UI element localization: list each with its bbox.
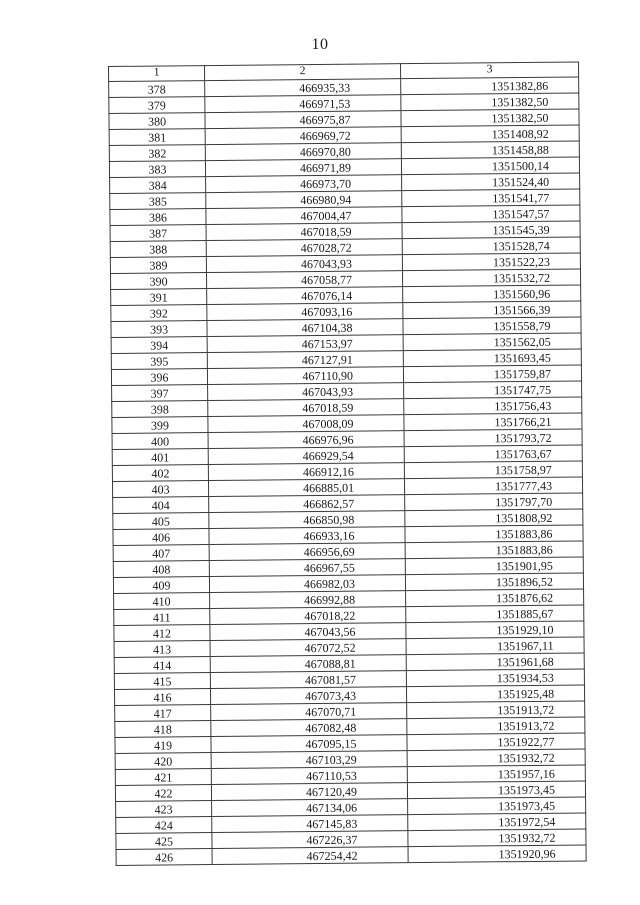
y-coordinate-cell: 1351562,05: [403, 333, 581, 351]
point-number-cell: 413: [114, 641, 210, 658]
y-coordinate-cell: 1351545,39: [402, 221, 580, 239]
point-number-cell: 419: [115, 737, 211, 754]
point-number-cell: 381: [109, 129, 205, 146]
point-number-cell: 415: [114, 673, 210, 690]
y-coordinate-cell: 1351382,50: [401, 109, 579, 127]
y-coordinate-cell: 1351759,87: [403, 365, 581, 383]
x-coordinate-cell: 467028,72: [206, 239, 402, 257]
x-coordinate-cell: 467134,06: [212, 799, 408, 817]
y-coordinate-cell: 1351524,40: [402, 173, 580, 191]
point-number-cell: 420: [115, 753, 211, 770]
point-number-cell: 396: [111, 369, 207, 386]
y-coordinate-cell: 1351883,86: [405, 525, 583, 543]
x-coordinate-cell: 466885,01: [208, 479, 404, 497]
point-number-cell: 379: [109, 97, 205, 114]
x-coordinate-cell: 467153,97: [207, 335, 403, 353]
point-number-cell: 390: [110, 273, 206, 290]
y-coordinate-cell: 1351896,52: [405, 573, 583, 591]
point-number-cell: 399: [112, 417, 208, 434]
x-coordinate-cell: 467110,90: [207, 367, 403, 385]
point-number-cell: 392: [111, 305, 207, 322]
x-coordinate-cell: 466933,16: [209, 527, 405, 545]
y-coordinate-cell: 1351934,53: [406, 669, 584, 687]
x-coordinate-cell: 466971,53: [205, 95, 401, 113]
x-coordinate-cell: 467127,91: [207, 351, 403, 369]
y-coordinate-cell: 1351408,92: [401, 125, 579, 143]
point-number-cell: 395: [111, 353, 207, 370]
y-coordinate-cell: 1351766,21: [404, 413, 582, 431]
y-coordinate-cell: 1351758,97: [404, 461, 582, 479]
y-coordinate-cell: 1351566,39: [403, 301, 581, 319]
x-coordinate-cell: 466971,89: [205, 159, 401, 177]
point-number-cell: 423: [116, 801, 212, 818]
x-coordinate-cell: 467018,59: [208, 399, 404, 417]
x-coordinate-cell: 467110,53: [211, 767, 407, 785]
y-coordinate-cell: 1351560,96: [403, 285, 581, 303]
y-coordinate-cell: 1351797,70: [405, 493, 583, 511]
page-number: 10: [311, 36, 329, 53]
x-coordinate-cell: 467095,15: [211, 735, 407, 753]
point-number-cell: 426: [116, 849, 212, 866]
point-number-cell: 422: [115, 785, 211, 802]
x-coordinate-cell: 467018,22: [210, 607, 406, 625]
y-coordinate-cell: 1351957,16: [407, 765, 585, 783]
y-coordinate-cell: 1351763,67: [404, 445, 582, 463]
y-coordinate-cell: 1351382,50: [401, 93, 579, 111]
point-number-cell: 391: [111, 289, 207, 306]
x-coordinate-cell: 466970,80: [205, 143, 401, 161]
point-number-cell: 401: [112, 449, 208, 466]
point-number-cell: 387: [110, 225, 206, 242]
y-coordinate-cell: 1351876,62: [406, 589, 584, 607]
x-coordinate-cell: 467254,42: [212, 847, 408, 865]
y-coordinate-cell: 1351747,75: [404, 381, 582, 399]
point-number-cell: 384: [110, 177, 206, 194]
x-coordinate-cell: 466982,03: [209, 575, 405, 593]
point-number-cell: 397: [112, 385, 208, 402]
y-coordinate-cell: 1351973,45: [408, 797, 586, 815]
point-number-cell: 418: [115, 721, 211, 738]
point-number-cell: 393: [111, 321, 207, 338]
x-coordinate-cell: 467072,52: [210, 639, 406, 657]
y-coordinate-cell: 1351558,79: [403, 317, 581, 335]
point-number-cell: 424: [116, 817, 212, 834]
point-number-cell: 421: [115, 769, 211, 786]
point-number-cell: 382: [109, 145, 205, 162]
point-number-cell: 407: [113, 545, 209, 562]
point-number-cell: 406: [113, 529, 209, 546]
y-coordinate-cell: 1351808,92: [405, 509, 583, 527]
y-coordinate-cell: 1351913,72: [407, 701, 585, 719]
point-number-cell: 410: [114, 593, 210, 610]
point-number-cell: 405: [113, 513, 209, 530]
x-coordinate-cell: 467120,49: [211, 783, 407, 801]
x-coordinate-cell: 467008,09: [208, 415, 404, 433]
point-number-cell: 416: [114, 689, 210, 706]
x-coordinate-cell: 466973,70: [206, 175, 402, 193]
point-number-cell: 383: [109, 161, 205, 178]
point-number-cell: 409: [113, 577, 209, 594]
x-coordinate-cell: 467043,93: [208, 383, 404, 401]
y-coordinate-cell: 1351382,86: [401, 77, 579, 95]
point-number-cell: 389: [110, 257, 206, 274]
y-coordinate-cell: 1351777,43: [404, 477, 582, 495]
column-header-1: 1: [109, 66, 205, 82]
x-coordinate-cell: 467093,16: [207, 303, 403, 321]
y-coordinate-cell: 1351967,11: [406, 637, 584, 655]
x-coordinate-cell: 466980,94: [206, 191, 402, 209]
x-coordinate-cell: 466956,69: [209, 543, 405, 561]
y-coordinate-cell: 1351547,57: [402, 205, 580, 223]
point-number-cell: 404: [113, 497, 209, 514]
point-number-cell: 388: [110, 241, 206, 258]
y-coordinate-cell: 1351528,74: [402, 237, 580, 255]
point-number-cell: 386: [110, 209, 206, 226]
y-coordinate-cell: 1351961,68: [406, 653, 584, 671]
x-coordinate-cell: 466969,72: [205, 127, 401, 145]
x-coordinate-cell: 467081,57: [210, 671, 406, 689]
y-coordinate-cell: 1351929,10: [406, 621, 584, 639]
y-coordinate-cell: 1351693,45: [403, 349, 581, 367]
x-coordinate-cell: 466912,16: [208, 463, 404, 481]
x-coordinate-cell: 467018,59: [206, 223, 402, 241]
x-coordinate-cell: 467073,43: [210, 687, 406, 705]
point-number-cell: 378: [109, 81, 205, 98]
y-coordinate-cell: 1351756,43: [404, 397, 582, 415]
point-number-cell: 380: [109, 113, 205, 130]
x-coordinate-cell: 467226,37: [212, 831, 408, 849]
point-number-cell: 411: [114, 609, 210, 626]
table-body: [109, 62, 587, 865]
x-coordinate-cell: 467043,93: [206, 255, 402, 273]
y-coordinate-cell: 1351500,14: [401, 157, 579, 175]
y-coordinate-cell: 1351532,72: [402, 269, 580, 287]
x-coordinate-cell: 466976,96: [208, 431, 404, 449]
y-coordinate-cell: 1351972,54: [408, 813, 586, 831]
y-coordinate-cell: 1351883,86: [405, 541, 583, 559]
point-number-cell: 400: [112, 433, 208, 450]
y-coordinate-cell: 1351973,45: [407, 781, 585, 799]
x-coordinate-cell: 467076,14: [207, 287, 403, 305]
y-coordinate-cell: 1351522,23: [402, 253, 580, 271]
y-coordinate-cell: 1351932,72: [408, 829, 586, 847]
x-coordinate-cell: 466967,55: [209, 559, 405, 577]
point-number-cell: 403: [112, 481, 208, 498]
x-coordinate-cell: 466992,88: [210, 591, 406, 609]
y-coordinate-cell: 1351458,88: [401, 141, 579, 159]
x-coordinate-cell: 467082,48: [211, 719, 407, 737]
table-row: [116, 845, 586, 866]
point-number-cell: 402: [112, 465, 208, 482]
x-coordinate-cell: 467043,56: [210, 623, 406, 641]
y-coordinate-cell: 1351920,96: [408, 845, 586, 863]
x-coordinate-cell: 467088,81: [210, 655, 406, 673]
x-coordinate-cell: 467103,29: [211, 751, 407, 769]
column-header-3: 3: [400, 62, 578, 79]
x-coordinate-cell: 466862,57: [209, 495, 405, 513]
y-coordinate-cell: 1351913,72: [407, 717, 585, 735]
y-coordinate-cell: 1351541,77: [402, 189, 580, 207]
x-coordinate-cell: 466929,54: [208, 447, 404, 465]
point-number-cell: 417: [115, 705, 211, 722]
y-coordinate-cell: 1351885,67: [406, 605, 584, 623]
coordinates-table-container: [108, 61, 587, 865]
coordinates-table: [108, 61, 587, 865]
x-coordinate-cell: 466850,98: [209, 511, 405, 529]
y-coordinate-cell: 1351922,77: [407, 733, 585, 751]
x-coordinate-cell: 467004,47: [206, 207, 402, 225]
point-number-cell: 412: [114, 625, 210, 642]
x-coordinate-cell: 467145,83: [212, 815, 408, 833]
point-number-cell: 425: [116, 833, 212, 850]
x-coordinate-cell: 467058,77: [206, 271, 402, 289]
point-number-cell: 398: [112, 401, 208, 418]
y-coordinate-cell: 1351932,72: [407, 749, 585, 767]
point-number-cell: 385: [110, 193, 206, 210]
point-number-cell: 414: [114, 657, 210, 674]
x-coordinate-cell: 467104,38: [207, 319, 403, 337]
column-header-2: 2: [205, 64, 401, 81]
x-coordinate-cell: 466935,33: [205, 79, 401, 97]
point-number-cell: 408: [113, 561, 209, 578]
x-coordinate-cell: 466975,87: [205, 111, 401, 129]
x-coordinate-cell: 467070,71: [211, 703, 407, 721]
y-coordinate-cell: 1351925,48: [406, 685, 584, 703]
y-coordinate-cell: 1351793,72: [404, 429, 582, 447]
point-number-cell: 394: [111, 337, 207, 354]
y-coordinate-cell: 1351901,95: [405, 557, 583, 575]
